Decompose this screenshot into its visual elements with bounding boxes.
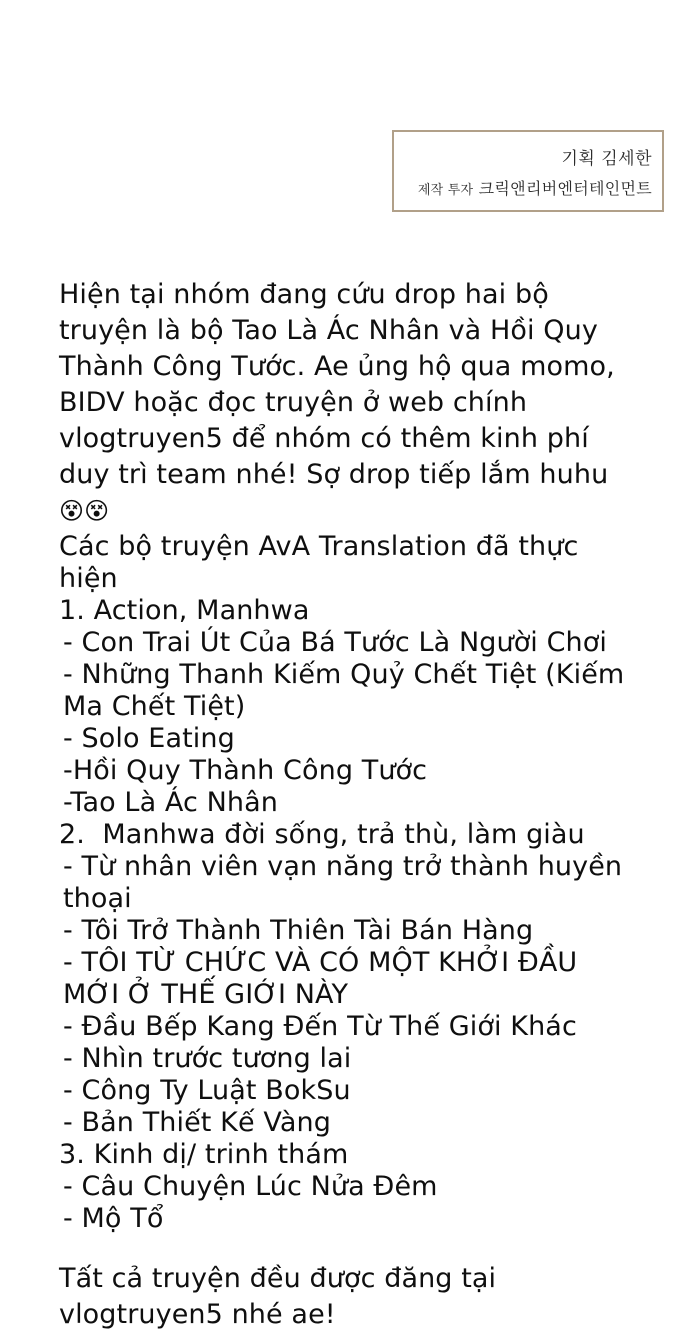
list-item: - Câu Chuyện Lúc Nửa Đêm [63, 1171, 438, 1202]
list-item: -Tao Là Ác Nhân [63, 787, 278, 818]
list-item: - Công Ty Luật BokSu [63, 1075, 351, 1106]
list-item: - Tôi Trở Thành Thiên Tài Bán Hàng [63, 915, 534, 946]
list-item: - TÔI TỪ CHỨC VÀ CÓ MỘT KHỞI ĐẦU MỚI Ở THẾ GIỚI NÀY [63, 947, 586, 1010]
announcement-text-block [59, 277, 639, 1335]
list-item: - Nhìn trước tương lai [63, 1043, 352, 1074]
announcement-footer: Tất cả truyện đều được đăng tại vlogtruyen5 nhé ae! [59, 1263, 497, 1330]
list-heading: Các bộ truyện AvA Translation đã thực hiện [59, 531, 588, 594]
list-item: - Mộ Tổ [63, 1203, 164, 1234]
list-item: - Đầu Bếp Kang Đến Từ Thế Giới Khác [63, 1011, 577, 1042]
credit-producer-line [418, 176, 652, 199]
list-item: - Từ nhân viên vạn năng trở thành huyền thoại [63, 851, 631, 914]
list-item: - Solo Eating [63, 723, 235, 754]
credit-planner-line: 기획 김세한 [561, 149, 652, 169]
dizzy-face-emoji: 😵😵 [59, 497, 110, 525]
credit-box [392, 130, 664, 212]
announcement-intro [59, 277, 639, 529]
section-heading-3: 3. Kinh dị/ trinh thám [59, 1139, 349, 1170]
announcement-intro-text: Hiện tại nhóm đang cứu drop hai bộ truyện là bộ Tao Là Ác Nhân và Hồi Quy Thành Công Tước. Ae ủng hộ qua momo, BIDV hoặc đọc truyện ở web chính vlogtruyen5 để nhóm có thêm kinh phí duy trì team nhé! Sợ drop tiếp lắm huhu [59, 279, 615, 490]
list-item: - Con Trai Út Của Bá Tước Là Người Chơi [63, 627, 607, 658]
list-item: - Những Thanh Kiếm Quỷ Chết Tiệt (Kiếm Ma Chết Tiệt) [63, 659, 633, 722]
section-heading-2: 2. Manhwa đời sống, trả thù, làm giàu [59, 819, 585, 850]
section-heading-1: 1. Action, Manhwa [59, 595, 310, 626]
paragraph-spacer [59, 1235, 639, 1261]
list-item: - Bản Thiết Kế Vàng [63, 1107, 331, 1138]
credit-producer-label: 제작 투자 [417, 183, 474, 198]
list-item: -Hồi Quy Thành Công Tước [63, 755, 428, 786]
credit-producer-name: 크릭앤리버엔터테인먼트 [478, 179, 652, 198]
